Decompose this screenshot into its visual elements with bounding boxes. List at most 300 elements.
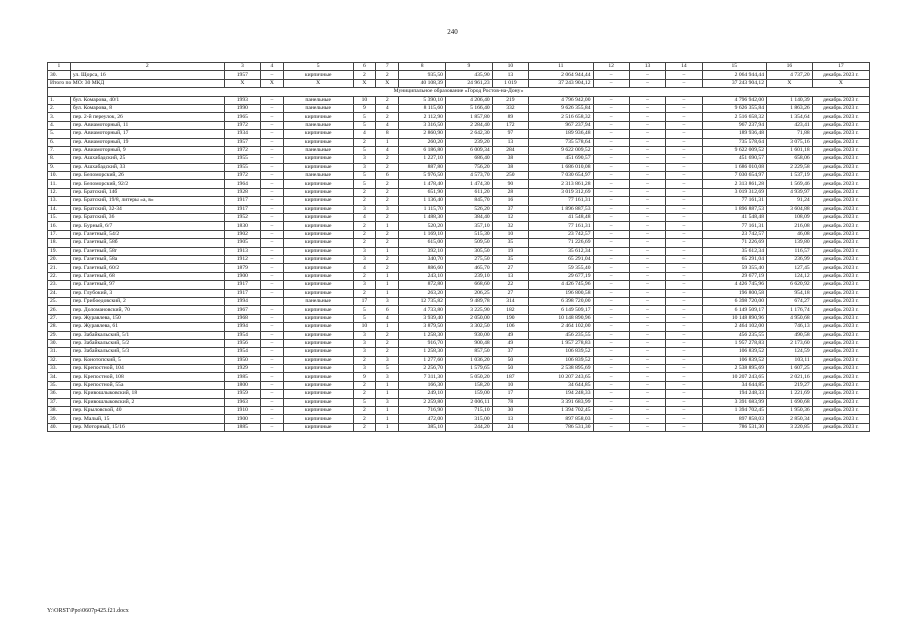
total-area: 472,00: [399, 415, 446, 423]
row-number: 18.: [48, 239, 71, 247]
cost-other: –: [666, 96, 702, 104]
cost-budget: –: [629, 373, 665, 381]
cost-owners: 4 426 745,96: [702, 281, 766, 289]
table-row: [48, 239, 870, 247]
year-reconstructed: [261, 297, 284, 305]
year-reconstructed: –: [261, 423, 284, 431]
address: пер. Газетный, 97: [70, 281, 224, 289]
year-reconstructed: –: [261, 331, 284, 339]
address: пер. Братский, 36: [70, 214, 224, 222]
entrances: 6: [376, 306, 399, 314]
total-cost: 4 426 745,96: [529, 281, 593, 289]
year-built: 1913: [224, 247, 260, 255]
file-path-footer: Y:\ORST\Ppo\0607p425.f21.docx: [47, 608, 129, 614]
residential-area: 900,48: [445, 339, 492, 347]
completion-date: декабрь 2023 г.: [812, 281, 869, 289]
cost-owners: 1 957 278,83: [702, 339, 766, 347]
year-reconstructed: –: [261, 239, 284, 247]
year-reconstructed: –: [261, 373, 284, 381]
table-row: [48, 323, 870, 331]
cost-owners: 10 148 890,96: [702, 314, 766, 322]
residents: 106: [492, 323, 528, 331]
residents: 13: [492, 71, 528, 79]
year-reconstructed: –: [261, 163, 284, 171]
wall-material: кирпичные: [283, 323, 353, 331]
residents: 12: [492, 214, 528, 222]
cost-fund: –: [593, 239, 629, 247]
wall-material: кирпичные: [283, 281, 353, 289]
cost-budget: –: [629, 297, 665, 305]
total-cost: 35 612,34: [529, 247, 593, 255]
total-cost: 23 742,57: [529, 230, 593, 238]
row-number: 30.: [48, 71, 71, 79]
table-row: [48, 197, 870, 205]
address: пер. Доломановский, 70: [70, 306, 224, 314]
address: пер. Конотопский, 5: [70, 356, 224, 364]
total-area: 392,10: [399, 247, 446, 255]
total-cost: 3 019 312,69: [529, 188, 593, 196]
row-number: 33.: [48, 365, 71, 373]
wall-material: панельные: [283, 297, 353, 305]
cost-other: –: [666, 71, 702, 79]
cost-budget: –: [629, 356, 665, 364]
residential-area: 244,20: [445, 423, 492, 431]
entrances: 1: [376, 222, 399, 230]
entrances: 1: [376, 247, 399, 255]
total-area: 5 976,50: [399, 172, 446, 180]
residents: 182: [492, 306, 528, 314]
total-row: [48, 79, 870, 87]
entrances: 3: [376, 205, 399, 213]
year-built: 1917: [224, 281, 260, 289]
wall-material: панельные: [283, 146, 353, 154]
residential-area: 2 006,11: [445, 398, 492, 406]
cost-owners: 77 161,31: [702, 222, 766, 230]
residential-area: 158,20: [445, 381, 492, 389]
total-area: 1 488,30: [399, 214, 446, 222]
entrances: 1: [376, 323, 399, 331]
table-row: [48, 398, 870, 406]
total-area: 12 735,82: [399, 297, 446, 305]
total-area: 1 277,60: [399, 356, 446, 364]
unit-cost: 1 537,19: [767, 172, 813, 180]
total-area: 2 112,90: [399, 113, 446, 121]
year-reconstructed: –: [261, 155, 284, 163]
floors: 4: [353, 264, 376, 272]
floors: 2: [353, 71, 376, 79]
cost-fund: –: [593, 306, 629, 314]
completion-date: декабрь 2023 г.: [812, 104, 869, 112]
year-reconstructed: –: [261, 172, 284, 180]
year-built: 1952: [224, 214, 260, 222]
cost-fund: –: [593, 339, 629, 347]
year-reconstructed: –: [261, 289, 284, 297]
cost-other: –: [666, 365, 702, 373]
residential-area: 686,40: [445, 155, 492, 163]
total-cost: 106 839,52: [529, 356, 593, 364]
floors: 10: [353, 323, 376, 331]
table-row: [48, 188, 870, 196]
cost-owners: 735 578,64: [702, 138, 766, 146]
table-row: [48, 163, 870, 171]
row-number: 17.: [48, 230, 71, 238]
address: пер. Авиамоторный, 11: [70, 121, 224, 129]
year-reconstructed: –: [261, 314, 284, 322]
residents: 332: [492, 104, 528, 112]
cost-budget: –: [629, 281, 665, 289]
address: пер. Кривошлыковский, 18: [70, 390, 224, 398]
year-reconstructed: –: [261, 197, 284, 205]
total-cost: 2 516 658,32: [529, 113, 593, 121]
residential-area: 1 474,30: [445, 180, 492, 188]
total-value: X: [812, 79, 869, 87]
total-area: 3 939,40: [399, 314, 446, 322]
completion-date: декабрь 2023 г.: [812, 239, 869, 247]
completion-date: декабрь 2023 г.: [812, 407, 869, 415]
address: бул. Комарова, 8: [70, 104, 224, 112]
table-row: [48, 381, 870, 389]
completion-date: декабрь 2023 г.: [812, 96, 869, 104]
column-number: 15: [702, 63, 766, 71]
wall-material: панельные: [283, 96, 353, 104]
floors: 3: [353, 365, 376, 373]
entrances: 3: [376, 373, 399, 381]
total-area: 6 186,80: [399, 146, 446, 154]
residents: 49: [492, 331, 528, 339]
cost-budget: –: [629, 365, 665, 373]
cost-other: –: [666, 323, 702, 331]
row-number: 12.: [48, 188, 71, 196]
year-built: 1885: [224, 423, 260, 431]
cost-other: –: [666, 297, 702, 305]
address: пер. Крыловской, 40: [70, 407, 224, 415]
floors: 17: [353, 297, 376, 305]
cost-other: –: [666, 230, 702, 238]
unit-cost: 3 220,85: [767, 423, 813, 431]
floors: 9: [353, 104, 376, 112]
cost-fund: –: [593, 272, 629, 280]
residential-area: 668,60: [445, 281, 492, 289]
cost-fund: –: [593, 323, 629, 331]
year-built: 1905: [224, 239, 260, 247]
entrances: 4: [376, 314, 399, 322]
unit-cost: 103,11: [767, 356, 813, 364]
table-row: [48, 390, 870, 398]
cost-budget: –: [629, 155, 665, 163]
table-row: [48, 306, 870, 314]
table-row: [48, 281, 870, 289]
table-row: [48, 222, 870, 230]
address: пер. Забайкальский, 5/1: [70, 331, 224, 339]
cost-owners: 7 030 654,97: [702, 172, 766, 180]
table-row: [48, 423, 870, 431]
table-row: [48, 339, 870, 347]
row-number: 38.: [48, 407, 71, 415]
cost-other: –: [666, 423, 702, 431]
residents: 35: [492, 255, 528, 263]
table-row: [48, 373, 870, 381]
total-value: –: [629, 79, 665, 87]
wall-material: кирпичные: [283, 214, 353, 222]
completion-date: декабрь 2023 г.: [812, 197, 869, 205]
column-number: 7: [376, 63, 399, 71]
residential-area: 1 857,80: [445, 113, 492, 121]
year-reconstructed: –: [261, 230, 284, 238]
address: пер. Беломорский, 92/2: [70, 180, 224, 188]
residents: 219: [492, 96, 528, 104]
wall-material: кирпичные: [283, 155, 353, 163]
address: пер. Газетный, 68: [70, 272, 224, 280]
cost-other: –: [666, 205, 702, 213]
wall-material: кирпичные: [283, 163, 353, 171]
residents: 314: [492, 297, 528, 305]
address: пер. Газетный, 54/2: [70, 230, 224, 238]
cost-other: –: [666, 130, 702, 138]
total-area: 1 136,40: [399, 197, 446, 205]
entrances: 1: [376, 423, 399, 431]
total-area: 1 115,70: [399, 205, 446, 213]
unit-cost: 1 221,69: [767, 390, 813, 398]
year-built: 1912: [224, 255, 260, 263]
column-number: 13: [629, 63, 665, 71]
entrances: 4: [376, 104, 399, 112]
residents: 190: [492, 314, 528, 322]
cost-budget: –: [629, 205, 665, 213]
total-cost: 1 686 010,08: [529, 163, 593, 171]
cost-budget: –: [629, 289, 665, 297]
cost-owners: 23 742,57: [702, 230, 766, 238]
cost-other: –: [666, 348, 702, 356]
total-area: 3 316,50: [399, 121, 446, 129]
address: пер. Моторный, 15/16: [70, 423, 224, 431]
row-number: 13.: [48, 197, 71, 205]
year-reconstructed: –: [261, 264, 284, 272]
year-built: 1900: [224, 415, 260, 423]
cost-owners: 1 394 702,45: [702, 407, 766, 415]
floors: 3: [353, 205, 376, 213]
residents: 13: [492, 138, 528, 146]
total-area: 916,70: [399, 339, 446, 347]
column-number: 1: [48, 63, 71, 71]
entrances: 2: [376, 230, 399, 238]
cost-owners: 35 612,34: [702, 247, 766, 255]
cost-other: –: [666, 339, 702, 347]
entrances: 4: [376, 146, 399, 154]
wall-material: кирпичные: [283, 348, 353, 356]
total-area: 716,90: [399, 407, 446, 415]
total-cost: 2 538 895,69: [529, 365, 593, 373]
entrances: 2: [376, 339, 399, 347]
wall-material: кирпичные: [283, 398, 353, 406]
unit-cost: 3 075,16: [767, 138, 813, 146]
residential-area: 715,10: [445, 407, 492, 415]
cost-budget: –: [629, 188, 665, 196]
table-row: [48, 230, 870, 238]
cost-budget: –: [629, 214, 665, 222]
floors: 5: [353, 121, 376, 129]
total-area: 1 258,30: [399, 331, 446, 339]
cost-budget: –: [629, 381, 665, 389]
total-area: 249,10: [399, 390, 446, 398]
cost-owners: 2 464 102,00: [702, 323, 766, 331]
cost-fund: –: [593, 373, 629, 381]
total-value: X: [376, 79, 399, 87]
cost-budget: –: [629, 272, 665, 280]
total-area: 260,20: [399, 138, 446, 146]
cost-budget: –: [629, 222, 665, 230]
row-number: 35.: [48, 381, 71, 389]
residential-area: 1 036,20: [445, 356, 492, 364]
cost-owners: 9 626 355,84: [702, 104, 766, 112]
wall-material: панельные: [283, 172, 353, 180]
floors: 2: [353, 415, 376, 423]
residents: 97: [492, 130, 528, 138]
wall-material: кирпичные: [283, 222, 353, 230]
year-reconstructed: –: [261, 255, 284, 263]
year-reconstructed: –: [261, 205, 284, 213]
cost-owners: 1 686 010,08: [702, 163, 766, 171]
floors: 2: [353, 239, 376, 247]
total-value: X: [283, 79, 353, 87]
unit-cost: 490,58: [767, 331, 813, 339]
floors: 4: [353, 214, 376, 222]
total-cost: 41 548,48: [529, 214, 593, 222]
cost-owners: 3 019 312,69: [702, 188, 766, 196]
column-number: 4: [261, 63, 284, 71]
address: пер. Братский, 14б: [70, 188, 224, 196]
entrances: 2: [376, 71, 399, 79]
floors: 5: [353, 180, 376, 188]
completion-date: декабрь 2023 г.: [812, 339, 869, 347]
wall-material: панельные: [283, 104, 353, 112]
year-reconstructed: –: [261, 281, 284, 289]
cost-fund: –: [593, 365, 629, 373]
cost-budget: –: [629, 104, 665, 112]
floors: 2: [353, 356, 376, 364]
cost-owners: 9 622 009,52: [702, 146, 766, 154]
year-built: 1917: [224, 197, 260, 205]
unit-cost: 46,08: [767, 230, 813, 238]
wall-material: кирпичные: [283, 230, 353, 238]
cost-budget: –: [629, 323, 665, 331]
residential-area: 4 573,70: [445, 172, 492, 180]
cost-owners: 1 896 887,53: [702, 205, 766, 213]
total-value: X: [224, 79, 260, 87]
cost-owners: 2 538 895,69: [702, 365, 766, 373]
unit-cost: 2 173,60: [767, 339, 813, 347]
cost-other: –: [666, 281, 702, 289]
cost-other: –: [666, 381, 702, 389]
row-number: 4.: [48, 121, 71, 129]
row-number: 23.: [48, 281, 71, 289]
table-row: [48, 264, 870, 272]
total-cost: 71 226,69: [529, 239, 593, 247]
unit-cost: 746,13: [767, 323, 813, 331]
year-reconstructed: –: [261, 247, 284, 255]
cost-fund: –: [593, 96, 629, 104]
section-title: Муниципальное образование «Город Ростов-на-Дону»: [48, 88, 870, 96]
entrances: 4: [376, 121, 399, 129]
unit-cost: 216,08: [767, 222, 813, 230]
cost-owners: 196 800,58: [702, 289, 766, 297]
total-value: X: [353, 79, 376, 87]
total-cost: 3 391 683,99: [529, 398, 593, 406]
total-area: 2 860,90: [399, 130, 446, 138]
residents: 19: [492, 247, 528, 255]
floors: 5: [353, 172, 376, 180]
page-number: 240: [447, 28, 458, 36]
total-value: 1 019: [492, 79, 528, 87]
wall-material: кирпичные: [283, 381, 353, 389]
column-number: 17: [812, 63, 869, 71]
column-number: 12: [593, 63, 629, 71]
row-number: 39.: [48, 415, 71, 423]
residential-area: 509,50: [445, 239, 492, 247]
cost-other: –: [666, 104, 702, 112]
completion-date: декабрь 2023 г.: [812, 323, 869, 331]
cost-fund: –: [593, 113, 629, 121]
cost-other: –: [666, 306, 702, 314]
cost-owners: 189 936,48: [702, 130, 766, 138]
cost-owners: 2 516 658,32: [702, 113, 766, 121]
unit-cost: 1 690,68: [767, 398, 813, 406]
total-value: X: [767, 79, 813, 87]
completion-date: декабрь 2023 г.: [812, 415, 869, 423]
column-number: 3: [224, 63, 260, 71]
wall-material: кирпичные: [283, 188, 353, 196]
residential-area: 206,25: [445, 289, 492, 297]
cost-owners: 194 248,33: [702, 390, 766, 398]
unit-cost: 4 950,68: [767, 314, 813, 322]
completion-date: декабрь 2023 г.: [812, 297, 869, 305]
cost-budget: –: [629, 264, 665, 272]
entrances: 2: [376, 214, 399, 222]
row-number: 28.: [48, 323, 71, 331]
cost-fund: –: [593, 314, 629, 322]
cost-fund: –: [593, 130, 629, 138]
year-reconstructed: –: [261, 339, 284, 347]
cost-fund: –: [593, 407, 629, 415]
table-row: [48, 96, 870, 104]
address: пер. Забайкальский, 5/3: [70, 348, 224, 356]
cost-owners: 451 690,57: [702, 155, 766, 163]
unit-cost: 674,27: [767, 297, 813, 305]
completion-date: декабрь 2023 г.: [812, 264, 869, 272]
row-number: 20.: [48, 255, 71, 263]
row-number: 19.: [48, 247, 71, 255]
cost-fund: –: [593, 230, 629, 238]
cost-budget: –: [629, 339, 665, 347]
completion-date: декабрь 2023 г.: [812, 272, 869, 280]
cost-budget: –: [629, 314, 665, 322]
cost-fund: –: [593, 146, 629, 154]
residential-area: 857,50: [445, 348, 492, 356]
residential-area: 6 009,34: [445, 146, 492, 154]
total-area: 615,00: [399, 239, 446, 247]
unit-cost: 127,45: [767, 264, 813, 272]
year-built: 1954: [224, 348, 260, 356]
unit-cost: 1 176,74: [767, 306, 813, 314]
cost-owners: 6 398 720,00: [702, 297, 766, 305]
residents: 35: [492, 239, 528, 247]
wall-material: панельные: [283, 121, 353, 129]
row-number: 2.: [48, 104, 71, 112]
column-number: 6: [353, 63, 376, 71]
year-reconstructed: –: [261, 222, 284, 230]
total-cost: 456 235,55: [529, 331, 593, 339]
residential-area: 930,00: [445, 331, 492, 339]
residents: 27: [492, 289, 528, 297]
